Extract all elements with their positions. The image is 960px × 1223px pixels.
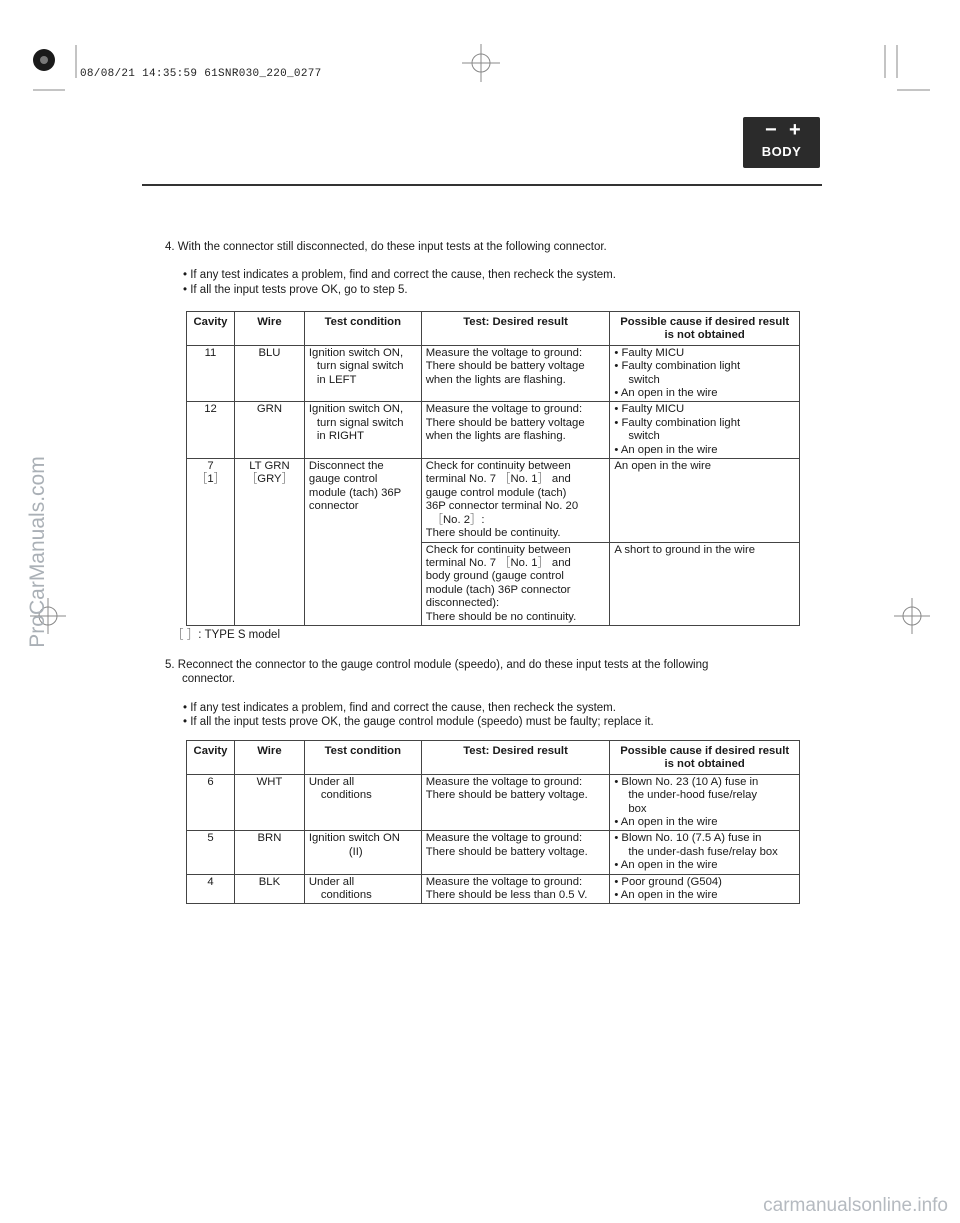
step-5-text: 5. Reconnect the connector to the gauge control module (speedo), and do these input tests at the following: [165, 659, 709, 671]
type-s-note: ［ ］: TYPE S model: [172, 629, 281, 641]
step-5-text-cont: connector.: [182, 673, 236, 685]
table-row: [187, 345, 800, 402]
header-possible-cause: Possible cause if desired result is not obtained: [610, 312, 800, 346]
wire-cell: GRN: [234, 402, 304, 459]
table-row: [187, 774, 800, 831]
cavity-cell: 6: [187, 774, 235, 831]
condition-cell: Ignition switch ON (II): [304, 831, 421, 874]
step-4-bullet-2: • If all the input tests prove OK, go to step 5.: [183, 284, 408, 296]
header-divider: [142, 184, 822, 186]
wire-cell: BLU: [234, 345, 304, 402]
desired-result-cell: Measure the voltage to ground: There should be battery voltage.: [421, 831, 610, 874]
body-section-badge: − + BODY: [743, 117, 820, 168]
header-wire: Wire: [234, 312, 304, 346]
footer-watermark: carmanualsonline.info: [763, 1195, 948, 1216]
wire-cell: BRN: [234, 831, 304, 874]
header-possible-cause: Possible cause if desired result is not obtained: [610, 741, 800, 775]
input-test-table-2: [186, 740, 800, 904]
condition-cell: Under all conditions: [304, 874, 421, 904]
cavity-cell: 12: [187, 402, 235, 459]
cavity-cell: 5: [187, 831, 235, 874]
table-row: [187, 459, 800, 542]
print-timestamp: 08/08/21 14:35:59 61SNR030_220_0277: [80, 68, 322, 80]
input-test-table-1: [186, 311, 800, 626]
table-row: [187, 831, 800, 874]
possible-cause-cell: • Blown No. 23 (10 A) fuse in the under-hood fuse/relay box • An open in the wire: [610, 774, 800, 831]
desired-result-cell: Measure the voltage to ground: There should be less than 0.5 V.: [421, 874, 610, 904]
header-cavity: Cavity: [187, 312, 235, 346]
possible-cause-cell: • Faulty MICU • Faulty combination light switch • An open in the wire: [610, 402, 800, 459]
cavity-cell: 4: [187, 874, 235, 904]
possible-cause-cell: • Blown No. 10 (7.5 A) fuse in the under-dash fuse/relay box • An open in the wire: [610, 831, 800, 874]
desired-result-cell: Measure the voltage to ground: There should be battery voltage when the lights are flashing.: [421, 345, 610, 402]
condition-cell: Disconnect the gauge control module (tach) 36P connector: [304, 459, 421, 626]
table-row: [187, 874, 800, 904]
badge-label: BODY: [761, 144, 802, 159]
step-4-text: 4. With the connector still disconnected, do these input tests at the following connector.: [165, 241, 607, 253]
desired-result-cell: Check for continuity between terminal No. 7 ［No. 1］ and body ground (gauge control module (tach) 36P connector disconnected): There should be no continuity.: [421, 542, 610, 625]
header-cavity: Cavity: [187, 741, 235, 775]
header-test-condition: Test condition: [304, 741, 421, 775]
header-desired-result: Test: Desired result: [421, 741, 610, 775]
step-4-bullet-1: • If any test indicates a problem, find and correct the cause, then recheck the system.: [183, 269, 616, 281]
table-row: [187, 402, 800, 459]
condition-cell: Ignition switch ON, turn signal switch in LEFT: [304, 345, 421, 402]
wire-cell: BLK: [234, 874, 304, 904]
possible-cause-cell: An open in the wire: [610, 459, 800, 542]
possible-cause-cell: • Faulty MICU • Faulty combination light switch • An open in the wire: [610, 345, 800, 402]
desired-result-cell: Measure the voltage to ground: There should be battery voltage.: [421, 774, 610, 831]
table-header-row: [187, 312, 800, 346]
desired-result-cell: Check for continuity between terminal No. 7 ［No. 1］ and gauge control module (tach) 36P connector terminal No. 20 ［No. 2］: There should be continuity.: [421, 459, 610, 542]
header-wire: Wire: [234, 741, 304, 775]
step-5-bullet-1: • If any test indicates a problem, find and correct the cause, then recheck the system.: [183, 702, 616, 714]
watermark: ProCarManuals.com: [26, 456, 49, 648]
condition-cell: Ignition switch ON, turn signal switch in RIGHT: [304, 402, 421, 459]
step-5-bullet-2: • If all the input tests prove OK, the gauge control module (speedo) must be faulty; replace it.: [183, 716, 654, 728]
wire-cell: LT GRN ［GRY］: [234, 459, 304, 626]
wire-cell: WHT: [234, 774, 304, 831]
possible-cause-cell: • Poor ground (G504) • An open in the wire: [610, 874, 800, 904]
header-desired-result: Test: Desired result: [421, 312, 610, 346]
condition-cell: Under all conditions: [304, 774, 421, 831]
desired-result-cell: Measure the voltage to ground: There should be battery voltage when the lights are flashing.: [421, 402, 610, 459]
cavity-cell: 7 ［1］: [187, 459, 235, 626]
header-test-condition: Test condition: [304, 312, 421, 346]
cavity-cell: 11: [187, 345, 235, 402]
table-header-row: [187, 741, 800, 775]
possible-cause-cell: A short to ground in the wire: [610, 542, 800, 625]
